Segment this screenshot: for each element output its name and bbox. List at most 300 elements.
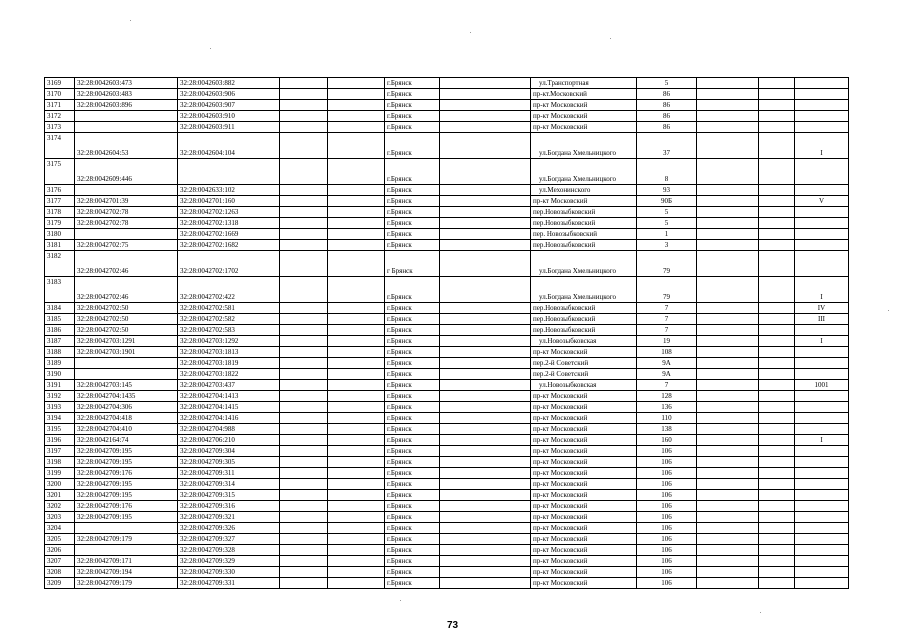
cell-blank-col-11 (759, 133, 795, 159)
cell-house-number: 106 (637, 479, 697, 490)
cell-room-number (795, 424, 849, 435)
cell-blank-col-10 (697, 111, 759, 122)
cell-cadastral-number-object: 32:28:0042604:104 (178, 133, 280, 159)
cell-blank-col-11 (759, 347, 795, 358)
table-row (45, 122, 849, 133)
cell-house-number: 86 (637, 89, 697, 100)
cell-blank-col-10 (697, 277, 759, 303)
cell-blank-col-11 (759, 490, 795, 501)
cell-blank-col-11 (759, 185, 795, 196)
cell-room-number (795, 523, 849, 534)
cell-cadastral-number-parcel (75, 229, 178, 240)
cell-room-number (795, 122, 849, 133)
cell-blank-col-4 (280, 501, 328, 512)
cell-blank-col-11 (759, 446, 795, 457)
cell-city: г.Брянск (385, 196, 440, 207)
cell-blank-col-5 (328, 556, 385, 567)
cell-street: пер.Новозыбковский (531, 303, 637, 314)
cell-blank-col-5 (328, 446, 385, 457)
table-row (45, 435, 849, 446)
cell-cadastral-number-object: 32:28:0042702:583 (178, 325, 280, 336)
cell-blank-col-7 (440, 468, 531, 479)
cell-blank-col-4 (280, 218, 328, 229)
cell-room-number: I (795, 435, 849, 446)
cell-blank-col-7 (440, 78, 531, 89)
cell-row-number: 3205 (45, 534, 75, 545)
cell-blank-col-4 (280, 325, 328, 336)
table-row (45, 523, 849, 534)
table-row (45, 402, 849, 413)
cell-city: г.Брянск (385, 314, 440, 325)
cell-blank-col-5 (328, 578, 385, 589)
cell-blank-col-5 (328, 523, 385, 534)
cell-row-number: 3176 (45, 185, 75, 196)
cell-row-number: 3206 (45, 545, 75, 556)
cell-city: г.Брянск (385, 100, 440, 111)
cell-cadastral-number-parcel: 32:28:0042703:1291 (75, 336, 178, 347)
cell-blank-col-11 (759, 512, 795, 523)
cell-row-number: 3183 (45, 277, 75, 303)
cell-blank-col-11 (759, 435, 795, 446)
cell-blank-col-4 (280, 512, 328, 523)
cell-blank-col-11 (759, 556, 795, 567)
cell-street: пр-кт Московский (531, 402, 637, 413)
cell-city: г.Брянск (385, 380, 440, 391)
cell-house-number: 106 (637, 512, 697, 523)
cell-blank-col-11 (759, 240, 795, 251)
cell-room-number (795, 413, 849, 424)
cell-row-number: 3197 (45, 446, 75, 457)
cell-blank-col-7 (440, 133, 531, 159)
cell-street: ул.Богдана Хмельницкого (531, 251, 637, 277)
cell-blank-col-4 (280, 435, 328, 446)
cell-blank-col-4 (280, 185, 328, 196)
cell-house-number: 106 (637, 567, 697, 578)
cell-blank-col-4 (280, 578, 328, 589)
cell-street: пр-кт Московский (531, 545, 637, 556)
cell-street: пр-кт Московский (531, 413, 637, 424)
cell-blank-col-7 (440, 457, 531, 468)
cell-street: пр-кт.Московский (531, 89, 637, 100)
cell-blank-col-11 (759, 89, 795, 100)
cell-blank-col-10 (697, 512, 759, 523)
cell-blank-col-4 (280, 369, 328, 380)
cell-blank-col-4 (280, 111, 328, 122)
cell-blank-col-7 (440, 111, 531, 122)
cell-street: пр-кт Московский (531, 534, 637, 545)
cell-cadastral-number-object: 32:28:0042603:910 (178, 111, 280, 122)
cell-blank-col-4 (280, 402, 328, 413)
cell-row-number: 3209 (45, 578, 75, 589)
cell-blank-col-5 (328, 336, 385, 347)
cell-cadastral-number-parcel: 32:28:0042709:179 (75, 534, 178, 545)
cell-blank-col-5 (328, 314, 385, 325)
cell-room-number: IV (795, 303, 849, 314)
table-row (45, 490, 849, 501)
cell-house-number: 5 (637, 207, 697, 218)
cell-blank-col-10 (697, 251, 759, 277)
table-row (45, 545, 849, 556)
cell-house-number: 86 (637, 111, 697, 122)
cell-blank-col-11 (759, 391, 795, 402)
cell-street: пр-кт Московский (531, 556, 637, 567)
cell-cadastral-number-object: 32:28:0042702:1669 (178, 229, 280, 240)
table-row (45, 207, 849, 218)
cell-cadastral-number-object: 32:28:0042703:1292 (178, 336, 280, 347)
cell-city: г.Брянск (385, 490, 440, 501)
cell-blank-col-7 (440, 413, 531, 424)
cell-street: ул.Новозыбковская (531, 336, 637, 347)
table-row (45, 89, 849, 100)
cell-blank-col-4 (280, 314, 328, 325)
cell-blank-col-5 (328, 185, 385, 196)
cell-blank-col-5 (328, 490, 385, 501)
cell-city: г.Брянск (385, 402, 440, 413)
cell-house-number: 106 (637, 446, 697, 457)
cell-street: пр-кт Московский (531, 457, 637, 468)
cell-house-number: 86 (637, 122, 697, 133)
cell-blank-col-10 (697, 457, 759, 468)
cell-blank-col-7 (440, 490, 531, 501)
table-row (45, 479, 849, 490)
cell-city: г.Брянск (385, 111, 440, 122)
cell-cadastral-number-object: 32:28:0042704:988 (178, 424, 280, 435)
cell-blank-col-7 (440, 251, 531, 277)
cell-blank-col-10 (697, 424, 759, 435)
cell-row-number: 3178 (45, 207, 75, 218)
cell-city: г.Брянск (385, 325, 440, 336)
cell-cadastral-number-object: 32:28:0042709:316 (178, 501, 280, 512)
cell-blank-col-4 (280, 424, 328, 435)
register-table (44, 77, 849, 589)
cell-blank-col-10 (697, 185, 759, 196)
cell-street: пр-кт Московский (531, 501, 637, 512)
cell-blank-col-11 (759, 100, 795, 111)
cell-blank-col-5 (328, 479, 385, 490)
cell-row-number: 3182 (45, 251, 75, 277)
cell-row-number: 3204 (45, 523, 75, 534)
table-row (45, 457, 849, 468)
cell-blank-col-11 (759, 314, 795, 325)
cell-row-number: 3201 (45, 490, 75, 501)
cell-street: пр-кт Московский (531, 446, 637, 457)
cell-blank-col-7 (440, 207, 531, 218)
cell-street: пр-кт Московский (531, 512, 637, 523)
cell-row-number: 3200 (45, 479, 75, 490)
cell-blank-col-5 (328, 100, 385, 111)
cell-house-number: 7 (637, 380, 697, 391)
cell-blank-col-7 (440, 556, 531, 567)
cell-blank-col-7 (440, 501, 531, 512)
table-row (45, 369, 849, 380)
cell-blank-col-7 (440, 122, 531, 133)
cell-street: пр-кт Московский (531, 468, 637, 479)
cell-cadastral-number-object: 32:28:0042704:1416 (178, 413, 280, 424)
cell-street: пер.2-й Советский (531, 369, 637, 380)
cell-city: г.Брянск (385, 369, 440, 380)
cell-blank-col-11 (759, 196, 795, 207)
cell-street: пр-кт Московский (531, 490, 637, 501)
cell-city: г.Брянск (385, 545, 440, 556)
cell-room-number: I (795, 336, 849, 347)
cell-blank-col-5 (328, 391, 385, 402)
cell-cadastral-number-parcel: 32:28:0042702:75 (75, 240, 178, 251)
cell-blank-col-10 (697, 468, 759, 479)
cell-street: пер. Новозыбковский (531, 229, 637, 240)
cell-blank-col-10 (697, 207, 759, 218)
cell-street: пер.Новозыбковский (531, 207, 637, 218)
cell-blank-col-10 (697, 556, 759, 567)
cell-street: ул.Новозыбковская (531, 380, 637, 391)
cell-blank-col-10 (697, 545, 759, 556)
cell-row-number: 3192 (45, 391, 75, 402)
page-number: 73 (446, 620, 459, 631)
cell-cadastral-number-object: 32:28:0042706:210 (178, 435, 280, 446)
cell-blank-col-10 (697, 159, 759, 185)
cell-blank-col-11 (759, 358, 795, 369)
cell-cadastral-number-parcel: 32:28:0042604:53 (75, 133, 178, 159)
cell-city: г.Брянск (385, 207, 440, 218)
cell-row-number: 3186 (45, 325, 75, 336)
cell-cadastral-number-object: 32:28:0042709:330 (178, 567, 280, 578)
cell-cadastral-number-parcel: 32:28:0042704:306 (75, 402, 178, 413)
cell-blank-col-7 (440, 303, 531, 314)
cell-house-number: 9А (637, 358, 697, 369)
cell-blank-col-4 (280, 534, 328, 545)
cell-blank-col-4 (280, 277, 328, 303)
cell-cadastral-number-object: 32:28:0042702:1682 (178, 240, 280, 251)
cell-row-number: 3185 (45, 314, 75, 325)
cell-city: г.Брянск (385, 567, 440, 578)
cell-blank-col-5 (328, 218, 385, 229)
cell-city: г.Брянск (385, 185, 440, 196)
cell-row-number: 3179 (45, 218, 75, 229)
cell-blank-col-7 (440, 578, 531, 589)
cell-cadastral-number-object: 32:28:0042603:882 (178, 78, 280, 89)
cell-cadastral-number-parcel: 32:28:0042703:145 (75, 380, 178, 391)
cell-blank-col-7 (440, 424, 531, 435)
cell-cadastral-number-object: 32:28:0042633:102 (178, 185, 280, 196)
cell-blank-col-5 (328, 78, 385, 89)
cell-blank-col-10 (697, 229, 759, 240)
cell-city: г.Брянск (385, 501, 440, 512)
cell-cadastral-number-object: 32:28:0042709:315 (178, 490, 280, 501)
cell-house-number: 9А (637, 369, 697, 380)
cell-cadastral-number-parcel: 32:28:0042709:179 (75, 578, 178, 589)
table-row (45, 133, 849, 159)
cell-house-number: 3 (637, 240, 697, 251)
table-row (45, 314, 849, 325)
cell-blank-col-10 (697, 435, 759, 446)
table-row (45, 512, 849, 523)
cell-blank-col-10 (697, 446, 759, 457)
cell-blank-col-5 (328, 229, 385, 240)
cell-room-number: I (795, 133, 849, 159)
cell-cadastral-number-parcel: 32:28:0042702:50 (75, 314, 178, 325)
cell-blank-col-10 (697, 380, 759, 391)
cell-blank-col-4 (280, 122, 328, 133)
table-row (45, 78, 849, 89)
cell-city: г.Брянск (385, 424, 440, 435)
cell-room-number (795, 347, 849, 358)
cell-room-number (795, 218, 849, 229)
cell-blank-col-11 (759, 251, 795, 277)
cell-blank-col-5 (328, 196, 385, 207)
cell-room-number (795, 159, 849, 185)
cell-cadastral-number-object: 32:28:0042704:1415 (178, 402, 280, 413)
cell-cadastral-number-parcel: 32:28:0042164:74 (75, 435, 178, 446)
cell-cadastral-number-parcel (75, 358, 178, 369)
cell-cadastral-number-object: 32:28:0042704:1413 (178, 391, 280, 402)
cell-blank-col-11 (759, 303, 795, 314)
cell-cadastral-number-object: 32:28:0042709:327 (178, 534, 280, 545)
cell-blank-col-11 (759, 277, 795, 303)
cell-cadastral-number-parcel (75, 369, 178, 380)
cell-house-number: 106 (637, 545, 697, 556)
cell-room-number (795, 391, 849, 402)
table-row (45, 325, 849, 336)
cell-city: г Брянск (385, 251, 440, 277)
cell-blank-col-5 (328, 457, 385, 468)
cell-cadastral-number-parcel: 32:28:0042709:195 (75, 490, 178, 501)
cell-cadastral-number-object: 32:28:0042603:911 (178, 122, 280, 133)
cell-blank-col-10 (697, 314, 759, 325)
cell-house-number: 79 (637, 251, 697, 277)
cell-street: ул.Богдана Хмельницкого (531, 277, 637, 303)
table-row (45, 567, 849, 578)
cell-blank-col-4 (280, 523, 328, 534)
cell-blank-col-10 (697, 122, 759, 133)
cell-cadastral-number-object: 32:28:0042709:321 (178, 512, 280, 523)
cell-cadastral-number-object: 32:28:0042702:582 (178, 314, 280, 325)
cell-street: пр-кт Московский (531, 391, 637, 402)
table-row (45, 240, 849, 251)
table-row (45, 446, 849, 457)
cell-blank-col-5 (328, 240, 385, 251)
cell-blank-col-4 (280, 159, 328, 185)
cell-blank-col-4 (280, 457, 328, 468)
cell-street: ул.Богдана Хмельницкого (531, 133, 637, 159)
cell-blank-col-11 (759, 468, 795, 479)
cell-city: г.Брянск (385, 556, 440, 567)
cell-row-number: 3195 (45, 424, 75, 435)
cell-room-number: III (795, 314, 849, 325)
cell-blank-col-7 (440, 402, 531, 413)
cell-street: пр-кт Московский (531, 196, 637, 207)
cell-room-number (795, 251, 849, 277)
cell-street: пр-кт Московский (531, 479, 637, 490)
cell-blank-col-5 (328, 159, 385, 185)
cell-street: пер.Новозыбковский (531, 240, 637, 251)
cell-blank-col-10 (697, 78, 759, 89)
cell-street: пр-кт Московский (531, 424, 637, 435)
cell-city: г.Брянск (385, 122, 440, 133)
cell-blank-col-11 (759, 402, 795, 413)
cell-room-number (795, 240, 849, 251)
cell-city: г.Брянск (385, 512, 440, 523)
cell-cadastral-number-object: 32:28:0042702:422 (178, 277, 280, 303)
cell-blank-col-7 (440, 336, 531, 347)
cell-blank-col-10 (697, 336, 759, 347)
cell-blank-col-11 (759, 325, 795, 336)
cell-blank-col-10 (697, 100, 759, 111)
cell-row-number: 3198 (45, 457, 75, 468)
cell-street: пр-кт Московский (531, 567, 637, 578)
cell-blank-col-11 (759, 369, 795, 380)
table-row (45, 534, 849, 545)
cell-blank-col-4 (280, 468, 328, 479)
cell-room-number: I (795, 277, 849, 303)
cell-blank-col-7 (440, 435, 531, 446)
cell-blank-col-10 (697, 89, 759, 100)
cell-blank-col-11 (759, 567, 795, 578)
cell-blank-col-4 (280, 556, 328, 567)
table-row (45, 196, 849, 207)
cell-room-number (795, 100, 849, 111)
cell-room-number (795, 479, 849, 490)
cell-blank-col-7 (440, 523, 531, 534)
table-row (45, 185, 849, 196)
cell-row-number: 3184 (45, 303, 75, 314)
cell-room-number (795, 358, 849, 369)
cell-cadastral-number-parcel (75, 185, 178, 196)
cell-cadastral-number-object: 32:28:0042709:311 (178, 468, 280, 479)
cell-room-number (795, 185, 849, 196)
cell-blank-col-7 (440, 325, 531, 336)
cell-house-number: 93 (637, 185, 697, 196)
cell-cadastral-number-object: 32:28:0042703:1822 (178, 369, 280, 380)
cell-city: г.Брянск (385, 391, 440, 402)
cell-blank-col-5 (328, 347, 385, 358)
cell-blank-col-10 (697, 303, 759, 314)
cell-blank-col-4 (280, 229, 328, 240)
cell-house-number: 106 (637, 468, 697, 479)
cell-row-number: 3207 (45, 556, 75, 567)
cell-cadastral-number-object: 32:28:0042603:906 (178, 89, 280, 100)
cell-blank-col-5 (328, 358, 385, 369)
cell-room-number: 1001 (795, 380, 849, 391)
cell-city: г.Брянск (385, 240, 440, 251)
cell-cadastral-number-parcel: 32:28:0042704:1435 (75, 391, 178, 402)
cell-blank-col-10 (697, 479, 759, 490)
cell-blank-col-11 (759, 122, 795, 133)
cell-blank-col-5 (328, 277, 385, 303)
cell-blank-col-10 (697, 358, 759, 369)
cell-street: пр-кт Московский (531, 111, 637, 122)
cell-blank-col-7 (440, 240, 531, 251)
cell-city: г.Брянск (385, 435, 440, 446)
cell-room-number (795, 402, 849, 413)
cell-blank-col-4 (280, 380, 328, 391)
cell-row-number: 3194 (45, 413, 75, 424)
cell-street: пер.Новозыбковский (531, 314, 637, 325)
cell-blank-col-4 (280, 347, 328, 358)
cell-blank-col-10 (697, 133, 759, 159)
cell-cadastral-number-parcel (75, 523, 178, 534)
cell-blank-col-11 (759, 207, 795, 218)
cell-street: пр-кт Московский (531, 122, 637, 133)
cell-blank-col-11 (759, 501, 795, 512)
cell-street: ул.Богдана Хмельницкого (531, 159, 637, 185)
cell-cadastral-number-parcel: 32:28:0042709:176 (75, 468, 178, 479)
cell-row-number: 3170 (45, 89, 75, 100)
cell-cadastral-number-parcel: 32:28:0042709:194 (75, 567, 178, 578)
cell-blank-col-11 (759, 413, 795, 424)
cell-cadastral-number-object (178, 159, 280, 185)
cell-city: г.Брянск (385, 523, 440, 534)
cell-blank-col-7 (440, 314, 531, 325)
cell-blank-col-4 (280, 479, 328, 490)
